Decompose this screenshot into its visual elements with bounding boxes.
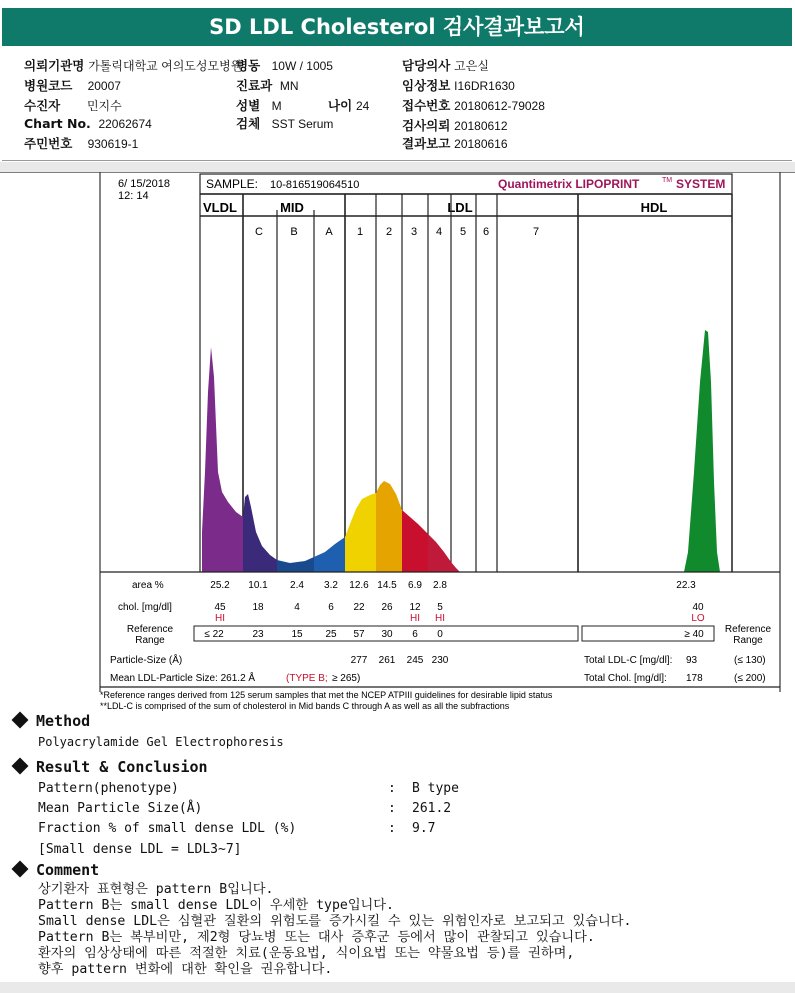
sample-label: SAMPLE: bbox=[206, 177, 259, 191]
footnote-2: **LDL-C is comprised of the sum of cholesterol in Mid bands C through A as well as all the subfractions bbox=[100, 701, 510, 711]
comment-line: Small dense LDL은 심혈관 질환의 위험도를 증가시킬 수 있는 위험인자로 보고되고 있습니다. bbox=[38, 914, 632, 929]
area-cell: 3.2 bbox=[324, 580, 338, 591]
result-separator: : bbox=[388, 781, 396, 796]
sub-band-label: 5 bbox=[459, 226, 467, 238]
diamond-bullet-icon bbox=[12, 861, 29, 878]
total-ldl-value: 93 bbox=[686, 655, 698, 666]
area-cell: 25.2 bbox=[210, 580, 230, 591]
total-ldl-ref: (≤ 130) bbox=[734, 655, 766, 666]
chart-no-row: Chart No. 22062674 bbox=[24, 116, 152, 131]
resident-id-row: 주민번호 930619-1 bbox=[24, 136, 139, 151]
band-dividers bbox=[200, 194, 732, 572]
method-text: Polyacrylamide Gel Electrophoresis bbox=[38, 735, 284, 749]
request-date-row: 검사의뢰 20180612 bbox=[402, 118, 508, 133]
report-title-banner: SD LDL Cholesterol 검사결과보고서 bbox=[2, 8, 792, 46]
vldl-peak bbox=[202, 347, 243, 572]
ref-cell: 30 bbox=[381, 629, 393, 640]
age-row: 나이 24 bbox=[328, 98, 370, 113]
hospcode-row: 병원코드 20007 bbox=[24, 78, 121, 93]
electrophoresis-peaks bbox=[202, 330, 720, 572]
patient-name-row: 수진자 민지수 bbox=[24, 98, 122, 113]
sub-band-label: 6 bbox=[482, 226, 490, 238]
comment-line: Pattern B는 small dense LDL이 우세한 type입니다. bbox=[38, 898, 394, 913]
result-label: Fraction % of small dense LDL (%) bbox=[38, 821, 297, 836]
ldl-header: LDL bbox=[447, 200, 473, 215]
method-heading: Method bbox=[12, 712, 90, 730]
hdl-peak bbox=[684, 330, 720, 572]
diamond-bullet-icon bbox=[12, 758, 29, 775]
report-time: 12: 14 bbox=[118, 190, 149, 202]
ref-cell: 57 bbox=[353, 629, 365, 640]
sub-band-label: 1 bbox=[356, 226, 364, 238]
divider-band bbox=[0, 162, 795, 172]
area-cell: 12.6 bbox=[349, 580, 369, 591]
chol-cell: 18 bbox=[252, 602, 264, 613]
chol-cell: 5 bbox=[437, 602, 443, 613]
result-separator: : bbox=[388, 821, 396, 836]
sub-band-label: C bbox=[255, 226, 263, 238]
ref-cell: 23 bbox=[252, 629, 264, 640]
mid-b-peak bbox=[277, 557, 314, 572]
ward-row: 병동 10W / 1005 bbox=[236, 58, 333, 73]
group-headers bbox=[203, 200, 667, 215]
chol-cell: 22 bbox=[353, 602, 365, 613]
mean-size-ref: ≥ 265) bbox=[332, 673, 361, 684]
size-row-label: Particle-Size (Å) bbox=[110, 655, 183, 666]
flag-cell-hdl: LO bbox=[691, 613, 705, 624]
ref-cell: 15 bbox=[291, 629, 303, 640]
area-cell: 6.9 bbox=[408, 580, 422, 591]
patient-info-panel bbox=[2, 48, 792, 161]
mid-header: MID bbox=[280, 200, 304, 215]
ldl3-peak bbox=[402, 510, 428, 572]
ref-side-label-2: Range bbox=[733, 635, 763, 646]
result-separator: : bbox=[388, 801, 396, 816]
size-cell: 261 bbox=[378, 655, 396, 666]
vldl-header: VLDL bbox=[203, 200, 237, 215]
report-date-row: 결과보고 20180616 bbox=[402, 136, 508, 151]
sub-band-label: 2 bbox=[385, 226, 393, 238]
ref-side-label-1: Reference bbox=[724, 624, 772, 635]
sub-band-label: B bbox=[290, 226, 298, 238]
sub-band-label: 4 bbox=[435, 226, 443, 238]
chol-cell: 6 bbox=[328, 602, 334, 613]
sex-row: 성별 M bbox=[236, 98, 282, 113]
diamond-bullet-icon bbox=[12, 712, 29, 729]
mean-size-type: (TYPE B; bbox=[286, 673, 328, 684]
comment-line: Pattern B는 복부비만, 제2형 당뇨병 또는 대사 증후군 등에서 많이 관찰되고 있습니다. bbox=[38, 930, 595, 945]
lipoprint-chart bbox=[0, 172, 795, 712]
result-label: Mean Particle Size(Å) bbox=[38, 801, 203, 816]
table-values bbox=[204, 580, 705, 666]
sub-band-label: 7 bbox=[532, 226, 540, 238]
size-cell: 245 bbox=[406, 655, 424, 666]
result-note: [Small dense LDL = LDL3~7] bbox=[38, 842, 242, 857]
system-name: Quantimetrix LIPOPRINT bbox=[498, 177, 640, 191]
result-value: 261.2 bbox=[412, 801, 452, 816]
area-cell: 2.4 bbox=[290, 580, 304, 591]
mid-a-peak bbox=[314, 537, 345, 572]
ldl2-peak bbox=[376, 481, 402, 572]
ldl1-peak bbox=[345, 493, 376, 572]
chol-row-label: chol. [mg/dl] bbox=[118, 602, 172, 613]
area-row-label: area % bbox=[132, 580, 164, 591]
total-chol-value: 178 bbox=[686, 673, 703, 684]
system-suffix: SYSTEM bbox=[676, 177, 726, 191]
system-tm: TM bbox=[662, 177, 673, 184]
total-chol-ref: (≤ 200) bbox=[734, 673, 766, 684]
result-label: Pattern(phenotype) bbox=[38, 781, 179, 796]
ref-cell: 25 bbox=[325, 629, 337, 640]
result-value: 9.7 bbox=[412, 821, 436, 836]
chol-cell: 26 bbox=[381, 602, 393, 613]
total-chol-label: Total Chol. [mg/dl]: bbox=[584, 673, 667, 684]
comment-heading: Comment bbox=[12, 861, 99, 879]
chol-cell-hdl: 40 bbox=[692, 602, 704, 613]
hdl-header: HDL bbox=[640, 200, 668, 215]
ref-row-label-1: Reference bbox=[126, 624, 174, 635]
institution-row: 의뢰기관명 가톨릭대학교 여의도성모병원 bbox=[24, 58, 243, 73]
area-cell: 14.5 bbox=[377, 580, 397, 591]
specimen-row: 검체 SST Serum bbox=[236, 116, 334, 131]
area-cell: 2.8 bbox=[433, 580, 447, 591]
size-cell: 277 bbox=[350, 655, 368, 666]
receipt-no-row: 접수번호 20180612-79028 bbox=[402, 98, 545, 113]
flag-cell: HI bbox=[435, 613, 445, 624]
mid-c-peak bbox=[243, 494, 277, 572]
flag-cell: HI bbox=[410, 613, 420, 624]
sub-band-label: 3 bbox=[410, 226, 418, 238]
lipoprint-figure bbox=[0, 172, 795, 712]
ref-row-label-2: Range bbox=[135, 635, 165, 646]
comment-line: 향후 pattern 변화에 대한 확인을 권유합니다. bbox=[38, 962, 333, 977]
ref-cell: ≤ 22 bbox=[204, 629, 224, 640]
sample-id: 10-816519064510 bbox=[270, 179, 360, 191]
footer-band bbox=[0, 982, 795, 993]
chol-cell: 12 bbox=[409, 602, 421, 613]
total-ldl-label: Total LDL-C [mg/dl]: bbox=[584, 655, 673, 666]
clinical-info-row: 임상정보 I16DR1630 bbox=[402, 78, 515, 93]
chol-cell: 45 bbox=[214, 602, 226, 613]
ref-cell: 6 bbox=[412, 629, 418, 640]
dept-row: 진료과 MN bbox=[236, 78, 299, 93]
area-cell: 10.1 bbox=[248, 580, 268, 591]
flag-cell: HI bbox=[215, 613, 225, 624]
result-value: B type bbox=[412, 781, 459, 796]
ldl4-peak bbox=[428, 534, 460, 572]
size-cell: 230 bbox=[431, 655, 449, 666]
sub-band-label: A bbox=[325, 226, 333, 238]
comment-line: 상기환자 표현형은 pattern B입니다. bbox=[38, 882, 274, 897]
ref-cell-hdl: ≥ 40 bbox=[684, 629, 704, 640]
doctor-row: 담당의사 고은실 bbox=[402, 58, 489, 73]
ref-cell: 0 bbox=[437, 629, 443, 640]
report-date: 6/ 15/2018 bbox=[118, 178, 170, 190]
area-cell-hdl: 22.3 bbox=[676, 580, 696, 591]
comment-line: 환자의 임상상태에 따른 적절한 치료(운동요법, 식이요법 또는 약물요법 등)를 권하며, bbox=[38, 946, 575, 961]
result-heading: Result & Conclusion bbox=[12, 758, 208, 776]
mean-size-text: Mean LDL-Particle Size: 261.2 Å bbox=[110, 673, 256, 684]
footnote-1: *Reference ranges derived from 125 serum samples that met the NCEP ATPIII guidelines for desirable lipid status bbox=[100, 690, 553, 700]
chol-cell: 4 bbox=[294, 602, 300, 613]
